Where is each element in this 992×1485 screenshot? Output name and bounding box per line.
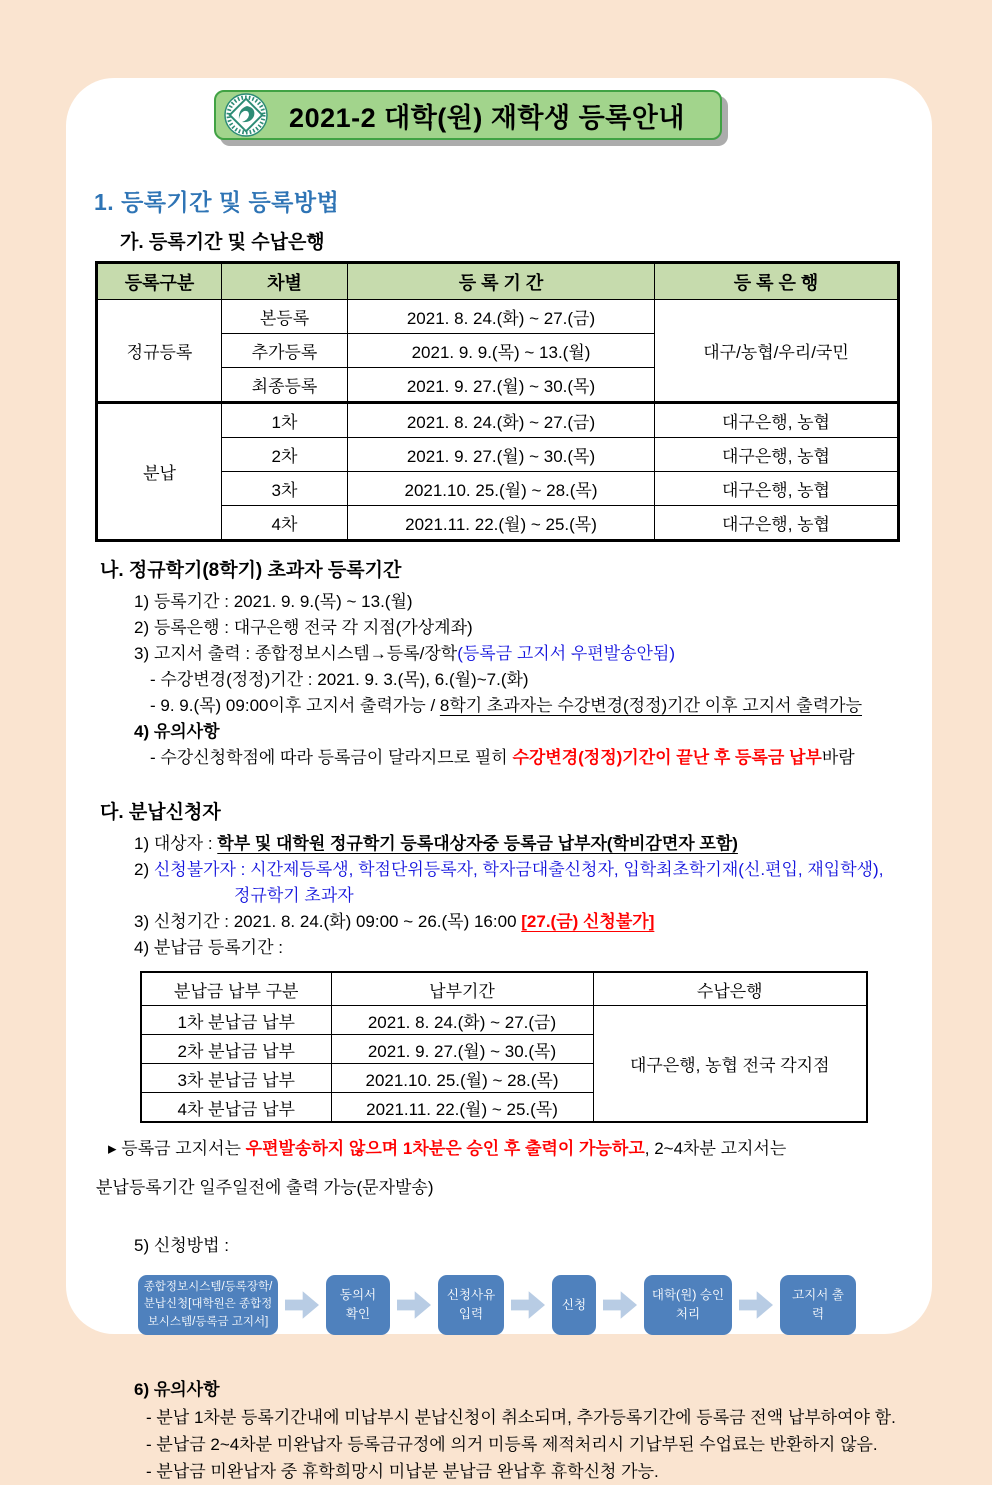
- table-cell: 본등록: [222, 300, 348, 334]
- list-item: [134, 909, 902, 935]
- table-cell: 2021. 8. 24.(화) ~ 27.(금): [348, 300, 655, 334]
- table-cell: 2021. 9. 27.(월) ~ 30.(목): [348, 438, 655, 472]
- text-segment-red: 우편발송하지 않으며 1차분은 승인 후 출력이 가능하고: [245, 1139, 645, 1158]
- list-item: 4) 분납금 등록기간 :: [134, 938, 283, 957]
- caution-heading: 6) 유의사항: [134, 1380, 220, 1399]
- list-subitem: [150, 693, 902, 719]
- flow-step-system-menu: 종합정보시스템/등록장학/분납신청[대학원은 종합정보시스템/등록금 고지서]: [138, 1275, 278, 1335]
- group-name-cell: 정규등록: [97, 300, 222, 403]
- text-segment: 1) 대상자 :: [134, 834, 218, 853]
- text-segment: 등록금 고지서는: [116, 1139, 246, 1158]
- column-header: 등 록 기 간: [348, 263, 655, 300]
- text-segment: 3) 신청기간 : 2021. 8. 24.(화) 09:00 ~ 26.(목) 16:00: [134, 912, 522, 931]
- bank-cell: 대구은행, 농협: [655, 506, 899, 541]
- text-segment: , 2~4차분 고지서는: [644, 1139, 787, 1158]
- right-arrow-icon: [285, 1290, 319, 1320]
- flow-step-consent: 동의서 확인: [326, 1275, 390, 1335]
- column-header: 수납은행: [593, 972, 867, 1006]
- text-segment-red: [27.(금) 신청불가]: [521, 912, 655, 931]
- table-cell: 2021. 9. 27.(월) ~ 30.(목): [331, 1035, 593, 1064]
- table-cell: 추가등록: [222, 334, 348, 368]
- list-subitem: - 수강변경(정정)기간 : 2021. 9. 3.(목), 6.(월)~7.(화): [150, 670, 529, 689]
- page-title: 2021-2 대학(원) 재학생 등록안내: [289, 102, 685, 133]
- table-cell: 2021. 9. 9.(목) ~ 13.(월): [348, 334, 655, 368]
- application-flow-diagram: [138, 1275, 886, 1335]
- installment-payment-table: [140, 971, 868, 1123]
- flow-step-print: 고지서 출력: [780, 1275, 856, 1335]
- table-cell: 3차: [222, 472, 348, 506]
- caution-item: - 분납금 미완납자 중 휴학희망시 미납분 분납금 완납후 휴학신청 가능.: [146, 1462, 659, 1481]
- table-cell: 1차: [222, 403, 348, 438]
- table-cell: 2021. 8. 24.(화) ~ 27.(금): [331, 1006, 593, 1035]
- list-item-continuation: 정규학기 초과자: [234, 886, 354, 905]
- table-cell: 2021.11. 22.(월) ~ 25.(목): [348, 506, 655, 541]
- right-arrow-icon: [739, 1290, 773, 1320]
- right-arrow-icon: [511, 1290, 545, 1320]
- list-subitem: [150, 745, 902, 771]
- table-header-row: [141, 972, 867, 1006]
- list-item: 1) 등록기간 : 2021. 9. 9.(목) ~ 13.(월): [134, 592, 413, 611]
- table-row: [141, 1006, 867, 1035]
- text-segment-blue: 신청불가자 : 시간제등록생, 학점단위등록자, 학자금대출신청자, 입학최초학기재(신.편입, 재입학생),: [153, 860, 884, 879]
- table-cell: 2021. 8. 24.(화) ~ 27.(금): [348, 403, 655, 438]
- text-segment: 바람: [821, 748, 855, 767]
- table-header-row: [97, 263, 899, 300]
- list-item: [134, 857, 902, 883]
- list-item: [134, 831, 902, 857]
- flow-step-reason: 신청사유 입력: [438, 1275, 504, 1335]
- text-segment-blue: (등록금 고지서 우편발송안됨): [457, 644, 676, 663]
- document-content: [94, 178, 902, 1485]
- registration-period-table: [95, 261, 900, 542]
- bank-cell: 대구은행, 농협: [655, 472, 899, 506]
- bank-cell: 대구은행, 농협: [655, 438, 899, 472]
- list-item: 2) 등록은행 : 대구은행 전국 각 지점(가상계좌): [134, 618, 473, 637]
- column-header: 납부기간: [331, 972, 593, 1006]
- title-banner: [214, 90, 722, 140]
- bank-cell: 대구은행, 농협 전국 각지점: [593, 1006, 867, 1123]
- column-header: 분납금 납부 구분: [141, 972, 331, 1006]
- table-row: [97, 300, 899, 334]
- group-name-cell: 분납: [97, 403, 222, 541]
- table-cell: 최종등록: [222, 368, 348, 403]
- section-1-heading: 1. 등록기간 및 등록방법: [94, 189, 340, 215]
- table-cell: 1차 분납금 납부: [141, 1006, 331, 1035]
- caution-item: - 분납금 2~4차분 미완납자 등록금규정에 의거 미등록 제적처리시 기납부된 수업료는 반환하지 않음.: [146, 1435, 878, 1454]
- caution-item: - 분납 1차분 등록기간내에 미납부시 분납신청이 취소되며, 추가등록기간에 등록금 전액 납부하여야 함.: [146, 1408, 896, 1427]
- table-cell: 2021.11. 22.(월) ~ 25.(목): [331, 1093, 593, 1123]
- column-header: 등록구분: [97, 263, 222, 300]
- table-cell: 2021. 9. 27.(월) ~ 30.(목): [348, 368, 655, 403]
- table-cell: 2차: [222, 438, 348, 472]
- list-item: 4) 유의사항: [134, 722, 220, 741]
- text-segment: 3) 고지서 출력 : 종합정보시스템→등록/장학: [134, 644, 458, 663]
- text-segment-underlined: 학부 및 대학원 정규학기 등록대상자중 등록금 납부자(학비감면자 포함): [217, 834, 738, 853]
- document-panel: [66, 78, 932, 1481]
- bank-cell: 대구은행, 농협: [655, 403, 899, 438]
- flow-step-approval: 대학(원) 승인처리: [644, 1275, 732, 1335]
- table-cell: 2021.10. 25.(월) ~ 28.(목): [331, 1064, 593, 1093]
- subsection-da-heading: 다. 분납신청자: [100, 802, 221, 823]
- bank-cell: 대구/농협/우리/국민: [655, 300, 899, 403]
- table-cell: 4차: [222, 506, 348, 541]
- list-item: [134, 641, 902, 667]
- invoice-note-line2: 분납등록기간 일주일전에 출력 가능(문자발송): [96, 1178, 434, 1197]
- table-cell: 3차 분납금 납부: [141, 1064, 331, 1093]
- triangle-bullet-icon: ▸: [108, 1139, 117, 1158]
- text-segment: 2): [134, 860, 154, 879]
- university-emblem-icon: [224, 93, 268, 137]
- text-segment: - 9. 9.(목) 09:00이후 고지서 출력가능 /: [150, 696, 440, 715]
- text-segment-underlined: 8학기 초과자는 수강변경(정정)기간 이후 고지서 출력가능: [439, 696, 862, 715]
- column-header: 등 록 은 행: [655, 263, 899, 300]
- right-arrow-icon: [603, 1290, 637, 1320]
- flow-step-apply: 신청: [552, 1275, 596, 1335]
- right-arrow-icon: [397, 1290, 431, 1320]
- text-segment-red: 수강변경(정정)기간이 끝난 후 등록금 납부: [512, 748, 822, 767]
- list-item: 5) 신청방법 :: [134, 1236, 229, 1255]
- invoice-note: [96, 1135, 900, 1162]
- table-cell: 2차 분납금 납부: [141, 1035, 331, 1064]
- text-segment: - 수강신청학점에 따라 등록금이 달라지므로 필히: [150, 748, 513, 767]
- table-cell: 4차 분납금 납부: [141, 1093, 331, 1123]
- subsection-ga-heading: 가. 등록기간 및 수납은행: [120, 232, 325, 253]
- column-header: 차별: [222, 263, 348, 300]
- table-row: [97, 403, 899, 438]
- subsection-na-heading: 나. 정규학기(8학기) 초과자 등록기간: [100, 560, 402, 581]
- table-cell: 2021.10. 25.(월) ~ 28.(목): [348, 472, 655, 506]
